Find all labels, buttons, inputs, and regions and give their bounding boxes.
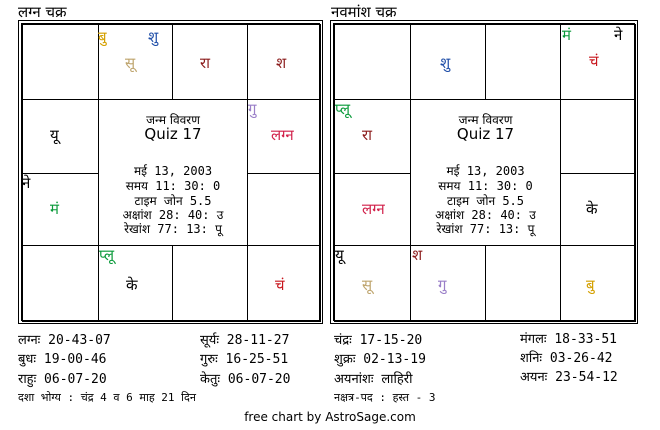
position-chandra: चंद्रः 17-15-20 [334,333,423,348]
lagna-planet-shukra: शु [148,28,159,46]
lagna-planet-guru: गु [248,100,257,118]
lagna-planet-rahu: रा [200,54,211,72]
position-mangal: मंगलः 18-33-51 [520,332,617,347]
navamsha-planet-budh: बु [586,276,595,294]
lagna-planet-mangal: मं [50,200,59,218]
navamsha-chart-frame [333,23,635,321]
lagna-house-1 [98,24,173,100]
lagna-ascendant: लग्न [271,126,294,144]
navamsha-planet-uranus: यू [335,246,344,264]
chart-name: Quiz 17 [456,125,515,143]
navamsha-planet-neptune: ने [614,26,623,44]
navamsha-planet-shani: श [412,246,423,264]
birth-date: मई 13, 2003 [446,164,525,178]
navamsha-house-12 [334,24,411,100]
lagna-chart-title: लग्न चक्र [18,3,67,21]
position-guru: गुरुः 16-25-51 [200,352,289,367]
dasha-bhogya: दशा भोग्य : चंद्र 4 व 6 माह 21 दिन [18,391,196,404]
navamsha-planet-ketu: के [586,200,598,218]
birth-time: समय 11: 30: 0 [125,179,221,193]
lagna-house-5 [247,173,321,246]
navamsha-planet-chandra: चं [589,52,599,70]
lagna-planet-chandra: चं [275,276,285,294]
position-ayan: अयनः 23-54-12 [520,370,618,385]
lagna-house-9 [22,245,99,322]
navamsha-house-7 [485,245,561,322]
navamsha-chart-title: नवमांश चक्र [331,3,397,21]
navamsha-planet-surya: सू [362,276,373,294]
position-rahu: राहुः 06-07-20 [18,372,107,387]
navamsha-house-6 [560,245,636,322]
lagna-planet-neptune: ने [22,174,31,192]
navamsha-planet-guru: गु [438,276,447,294]
navamsha-house-4 [560,99,636,174]
time-zone: टाइम जोन 5.5 [446,194,525,208]
navamsha-ascendant: लग्न [362,200,385,218]
lagna-birth-details [98,99,248,246]
birth-date: मई 13, 2003 [133,164,213,178]
latitude: अक्षांश 28: 40: उ [122,208,224,222]
navamsha-planet-mangal: मं [562,26,571,44]
navamsha-planet-shukra: शु [440,54,451,72]
birth-details-heading: जन्म विवरण [146,113,200,127]
navamsha-house-2 [485,24,561,100]
position-surya: सूर्यः 28-11-27 [200,333,290,348]
lagna-planet-budh: बु [98,28,107,46]
lagna-house-12 [22,24,99,100]
ayanamsha: अयनांशः लाहिरी [334,372,413,387]
lagna-house-11 [22,99,99,174]
position-lagna: लग्नः 20-43-07 [18,333,111,348]
lagna-planet-surya: सू [125,54,136,72]
longitude: रेखांश 77: 13: पू [436,222,535,236]
latitude: अक्षांश 28: 40: उ [435,208,536,222]
navamsha-house-5 [560,173,636,246]
lagna-planet-ketu: के [126,276,138,294]
position-shukra: शुक्रः 02-13-19 [334,352,426,367]
nakshatra-pada: नक्षत्र-पद : हस्त - 3 [334,391,436,404]
lagna-planet-uranus: यू [50,126,59,144]
longitude: रेखांश 77: 13: पू [124,222,222,236]
lagna-planet-pluto: प्लू [99,246,115,264]
lagna-planet-shani: श [276,54,287,72]
position-budh: बुधः 19-00-46 [18,352,107,367]
footer-credit[interactable]: free chart by AstroSage.com [244,410,416,424]
birth-details-heading: जन्म विवरण [458,113,513,127]
navamsha-planet-pluto: प्लू [335,100,351,118]
chart-name: Quiz 17 [144,125,202,143]
position-ketu: केतुः 06-07-20 [200,372,291,387]
navamsha-house-9 [334,245,411,322]
lagna-chart [18,20,323,324]
navamsha-chart [330,20,638,324]
lagna-house-10 [22,173,99,246]
birth-time: समय 11: 30: 0 [438,179,533,193]
lagna-house-7 [172,245,248,322]
navamsha-birth-details [410,99,561,246]
lagna-chart-frame [21,23,320,321]
time-zone: टाइम जोन 5.5 [134,194,212,208]
navamsha-planet-rahu: रा [362,126,373,144]
position-shani: शनिः 03-26-42 [520,351,613,366]
